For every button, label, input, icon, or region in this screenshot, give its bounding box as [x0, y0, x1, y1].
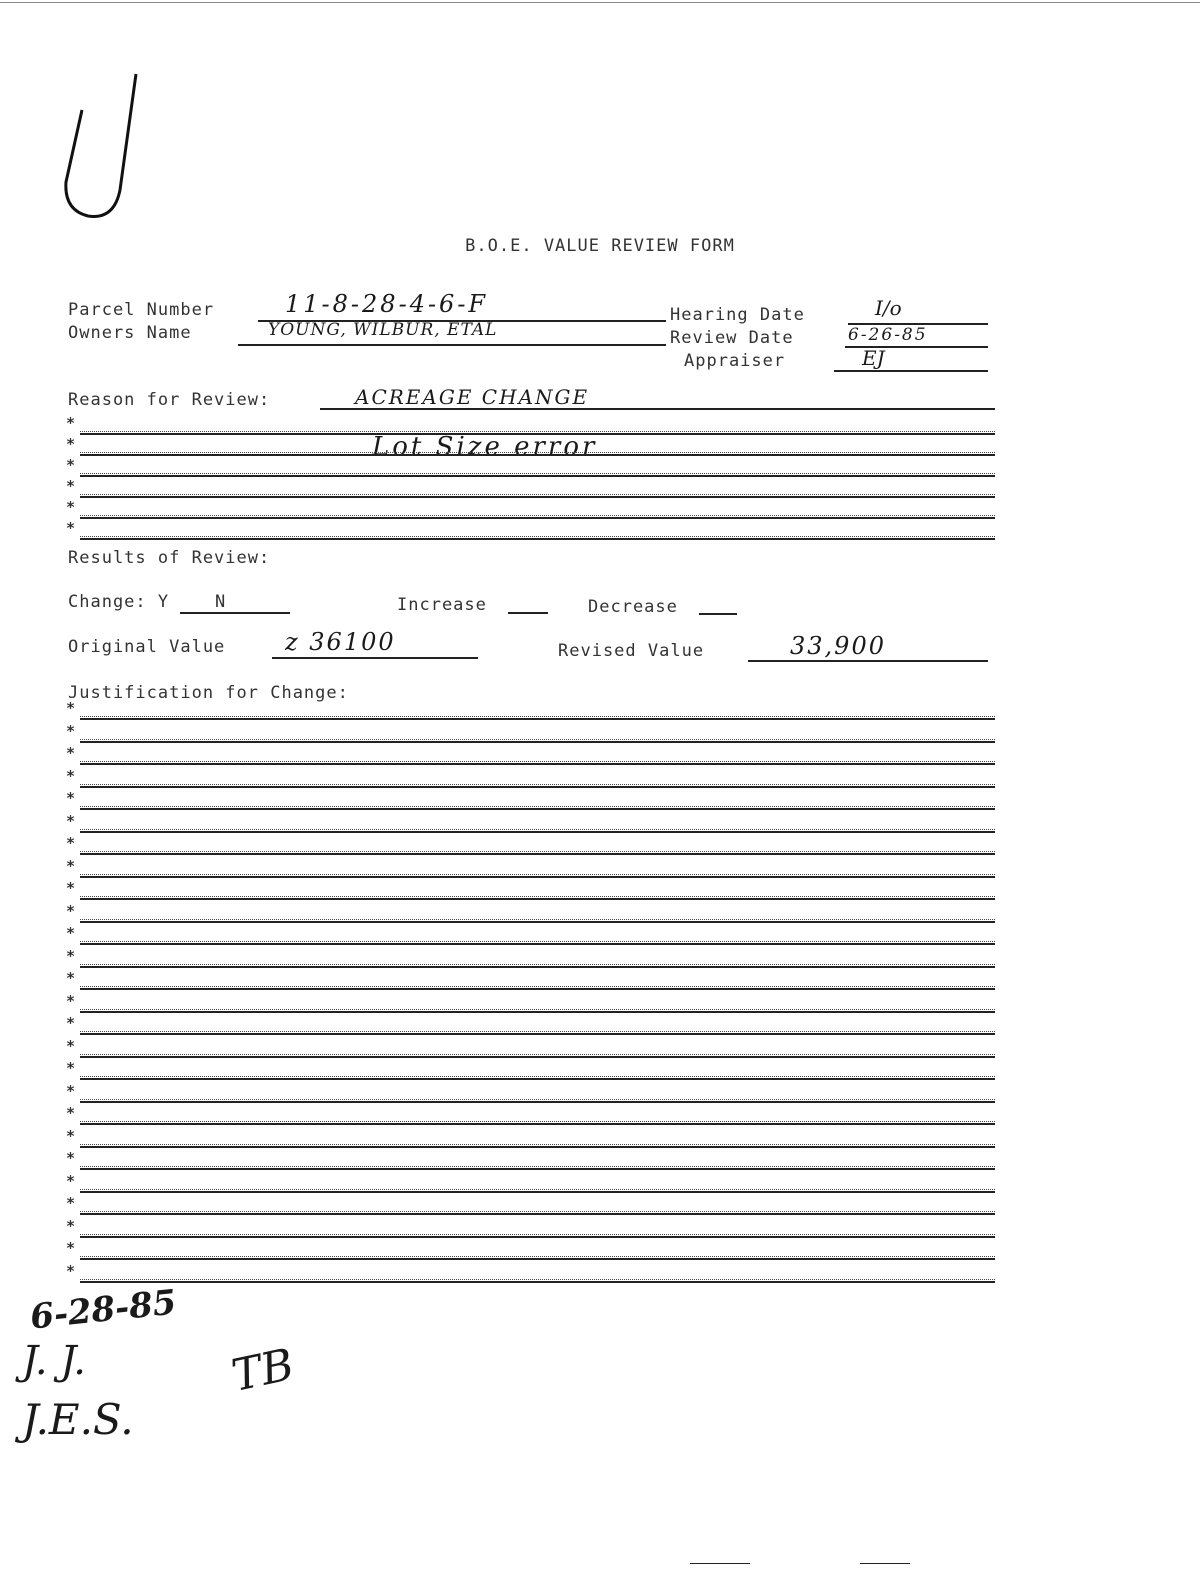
row-rule	[80, 1056, 995, 1058]
row-line	[80, 1234, 995, 1235]
increase-label: Increase	[397, 595, 487, 615]
row-line	[80, 473, 995, 474]
row-line	[80, 1166, 995, 1167]
owners-name-value: YOUNG, WILBUR, ETAL	[268, 320, 498, 340]
row-star: *	[66, 901, 76, 920]
row-rule	[80, 898, 995, 900]
row-star: *	[66, 1081, 76, 1100]
reason-for-review-label: Reason for Review:	[68, 390, 271, 410]
row-star: *	[66, 498, 76, 516]
row-star: *	[66, 1194, 76, 1212]
row-rule	[80, 475, 995, 477]
row-rule	[80, 433, 995, 435]
row-star: *	[66, 1014, 76, 1032]
revised-value-line	[748, 660, 988, 662]
handwritten-date: 6-28-85	[28, 1282, 179, 1338]
row-rule	[80, 853, 995, 855]
row-rule	[80, 1078, 995, 1080]
row-line	[80, 1256, 995, 1257]
row-rule	[80, 1123, 995, 1125]
row-rule	[80, 1281, 995, 1283]
increase-line	[508, 612, 548, 614]
handwritten-initials-2: J.E.S.	[22, 1395, 134, 1444]
row-rule	[80, 831, 995, 833]
top-edge-line	[0, 2, 1200, 3]
row-star: *	[66, 924, 76, 942]
reason-line-2: Lot Size error	[372, 432, 598, 462]
row-star: *	[66, 879, 76, 897]
row-rule	[80, 496, 995, 498]
row-line	[80, 515, 995, 516]
row-star: *	[66, 456, 76, 474]
row-rule	[80, 943, 995, 945]
reason-line-1: ACREAGE CHANGE	[355, 385, 590, 409]
row-line	[80, 986, 995, 987]
row-line	[80, 1076, 995, 1077]
row-rule	[80, 517, 995, 519]
row-line	[80, 1211, 995, 1212]
row-star: *	[66, 1149, 76, 1167]
row-line	[80, 851, 995, 852]
bottom-edge-mark	[690, 1563, 750, 1564]
decrease-label: Decrease	[588, 597, 678, 617]
row-line	[80, 919, 995, 920]
change-label: Change: Y	[68, 592, 170, 612]
row-line	[80, 806, 995, 807]
row-line	[80, 431, 995, 432]
revised-value: 33,900	[790, 632, 886, 660]
row-rule	[80, 1213, 995, 1215]
row-star: *	[66, 991, 76, 1010]
paperclip-mark	[50, 70, 150, 230]
row-rule	[80, 808, 995, 810]
row-star: *	[66, 856, 76, 875]
row-star: *	[66, 789, 76, 807]
justification-label: Justification for Change:	[68, 683, 349, 703]
original-value-line	[272, 657, 478, 659]
row-star: *	[66, 1216, 76, 1235]
handwritten-initials-1: J. J.	[22, 1338, 87, 1384]
row-rule	[80, 718, 995, 720]
row-star: *	[66, 811, 76, 830]
row-line	[80, 829, 995, 830]
row-line	[80, 1054, 995, 1055]
row-rule	[80, 763, 995, 765]
row-star: *	[66, 1239, 76, 1257]
row-rule	[80, 1191, 995, 1193]
row-star: *	[66, 721, 76, 740]
row-rule	[80, 1258, 995, 1260]
row-star: *	[66, 1104, 76, 1122]
row-rule	[80, 1011, 995, 1013]
appraiser-value: EJ	[862, 346, 885, 370]
appraiser-label: Appraiser	[684, 351, 786, 371]
row-line	[80, 1099, 995, 1100]
row-star: *	[66, 435, 76, 453]
row-line	[80, 452, 995, 453]
row-rule	[80, 1101, 995, 1103]
row-rule	[80, 966, 995, 968]
row-line	[80, 1121, 995, 1122]
row-star: *	[66, 834, 76, 852]
row-line	[80, 896, 995, 897]
row-rule	[80, 921, 995, 923]
form-title: B.O.E. VALUE REVIEW FORM	[465, 236, 735, 256]
row-star: *	[66, 414, 76, 432]
owners-name-line	[238, 344, 666, 346]
row-star: *	[66, 946, 76, 965]
row-line	[80, 1144, 995, 1145]
appraiser-line	[834, 370, 988, 372]
parcel-number-value: 11-8-28-4-6-F	[285, 290, 489, 318]
row-rule	[80, 538, 995, 540]
row-line	[80, 1031, 995, 1032]
bottom-edge-mark	[860, 1563, 910, 1564]
parcel-number-label: Parcel Number	[68, 300, 215, 320]
row-rule	[80, 1146, 995, 1148]
row-star: *	[66, 519, 76, 537]
row-line	[80, 761, 995, 762]
row-rule	[80, 741, 995, 743]
row-line	[80, 1279, 995, 1280]
row-line	[80, 784, 995, 785]
review-date-value: 6-26-85	[848, 325, 928, 345]
row-line	[80, 1009, 995, 1010]
row-line	[80, 494, 995, 495]
row-star: *	[66, 1126, 76, 1145]
handwritten-initials-3: TB	[227, 1339, 299, 1402]
row-line	[80, 1189, 995, 1190]
row-rule	[80, 1236, 995, 1238]
original-value-label: Original Value	[68, 637, 226, 657]
row-rule	[80, 988, 995, 990]
row-star: *	[66, 1059, 76, 1077]
results-of-review-label: Results of Review:	[68, 548, 271, 568]
original-value: z 36100	[285, 628, 396, 656]
hearing-date-label: Hearing Date	[670, 305, 805, 325]
review-date-label: Review Date	[670, 328, 794, 348]
row-star: *	[66, 969, 76, 987]
row-line	[80, 716, 995, 717]
row-star: *	[66, 766, 76, 785]
row-rule	[80, 786, 995, 788]
row-star: *	[66, 1036, 76, 1055]
change-n-label: N	[215, 592, 227, 612]
row-line	[80, 739, 995, 740]
owners-name-label: Owners Name	[68, 323, 192, 343]
row-line	[80, 941, 995, 942]
revised-value-label: Revised Value	[558, 641, 705, 661]
row-rule	[80, 876, 995, 878]
row-star: *	[66, 477, 76, 495]
row-line	[80, 536, 995, 537]
row-rule	[80, 454, 995, 456]
row-line	[80, 874, 995, 875]
row-star: *	[66, 1171, 76, 1190]
row-rule	[80, 1033, 995, 1035]
row-line	[80, 964, 995, 965]
reason-rule	[320, 408, 995, 410]
row-star: *	[66, 1261, 76, 1280]
row-star: *	[66, 699, 76, 717]
hearing-date-value: I/o	[875, 296, 902, 320]
row-rule	[80, 1168, 995, 1170]
row-star: *	[66, 744, 76, 762]
decrease-line	[699, 613, 737, 615]
change-line	[180, 612, 290, 614]
